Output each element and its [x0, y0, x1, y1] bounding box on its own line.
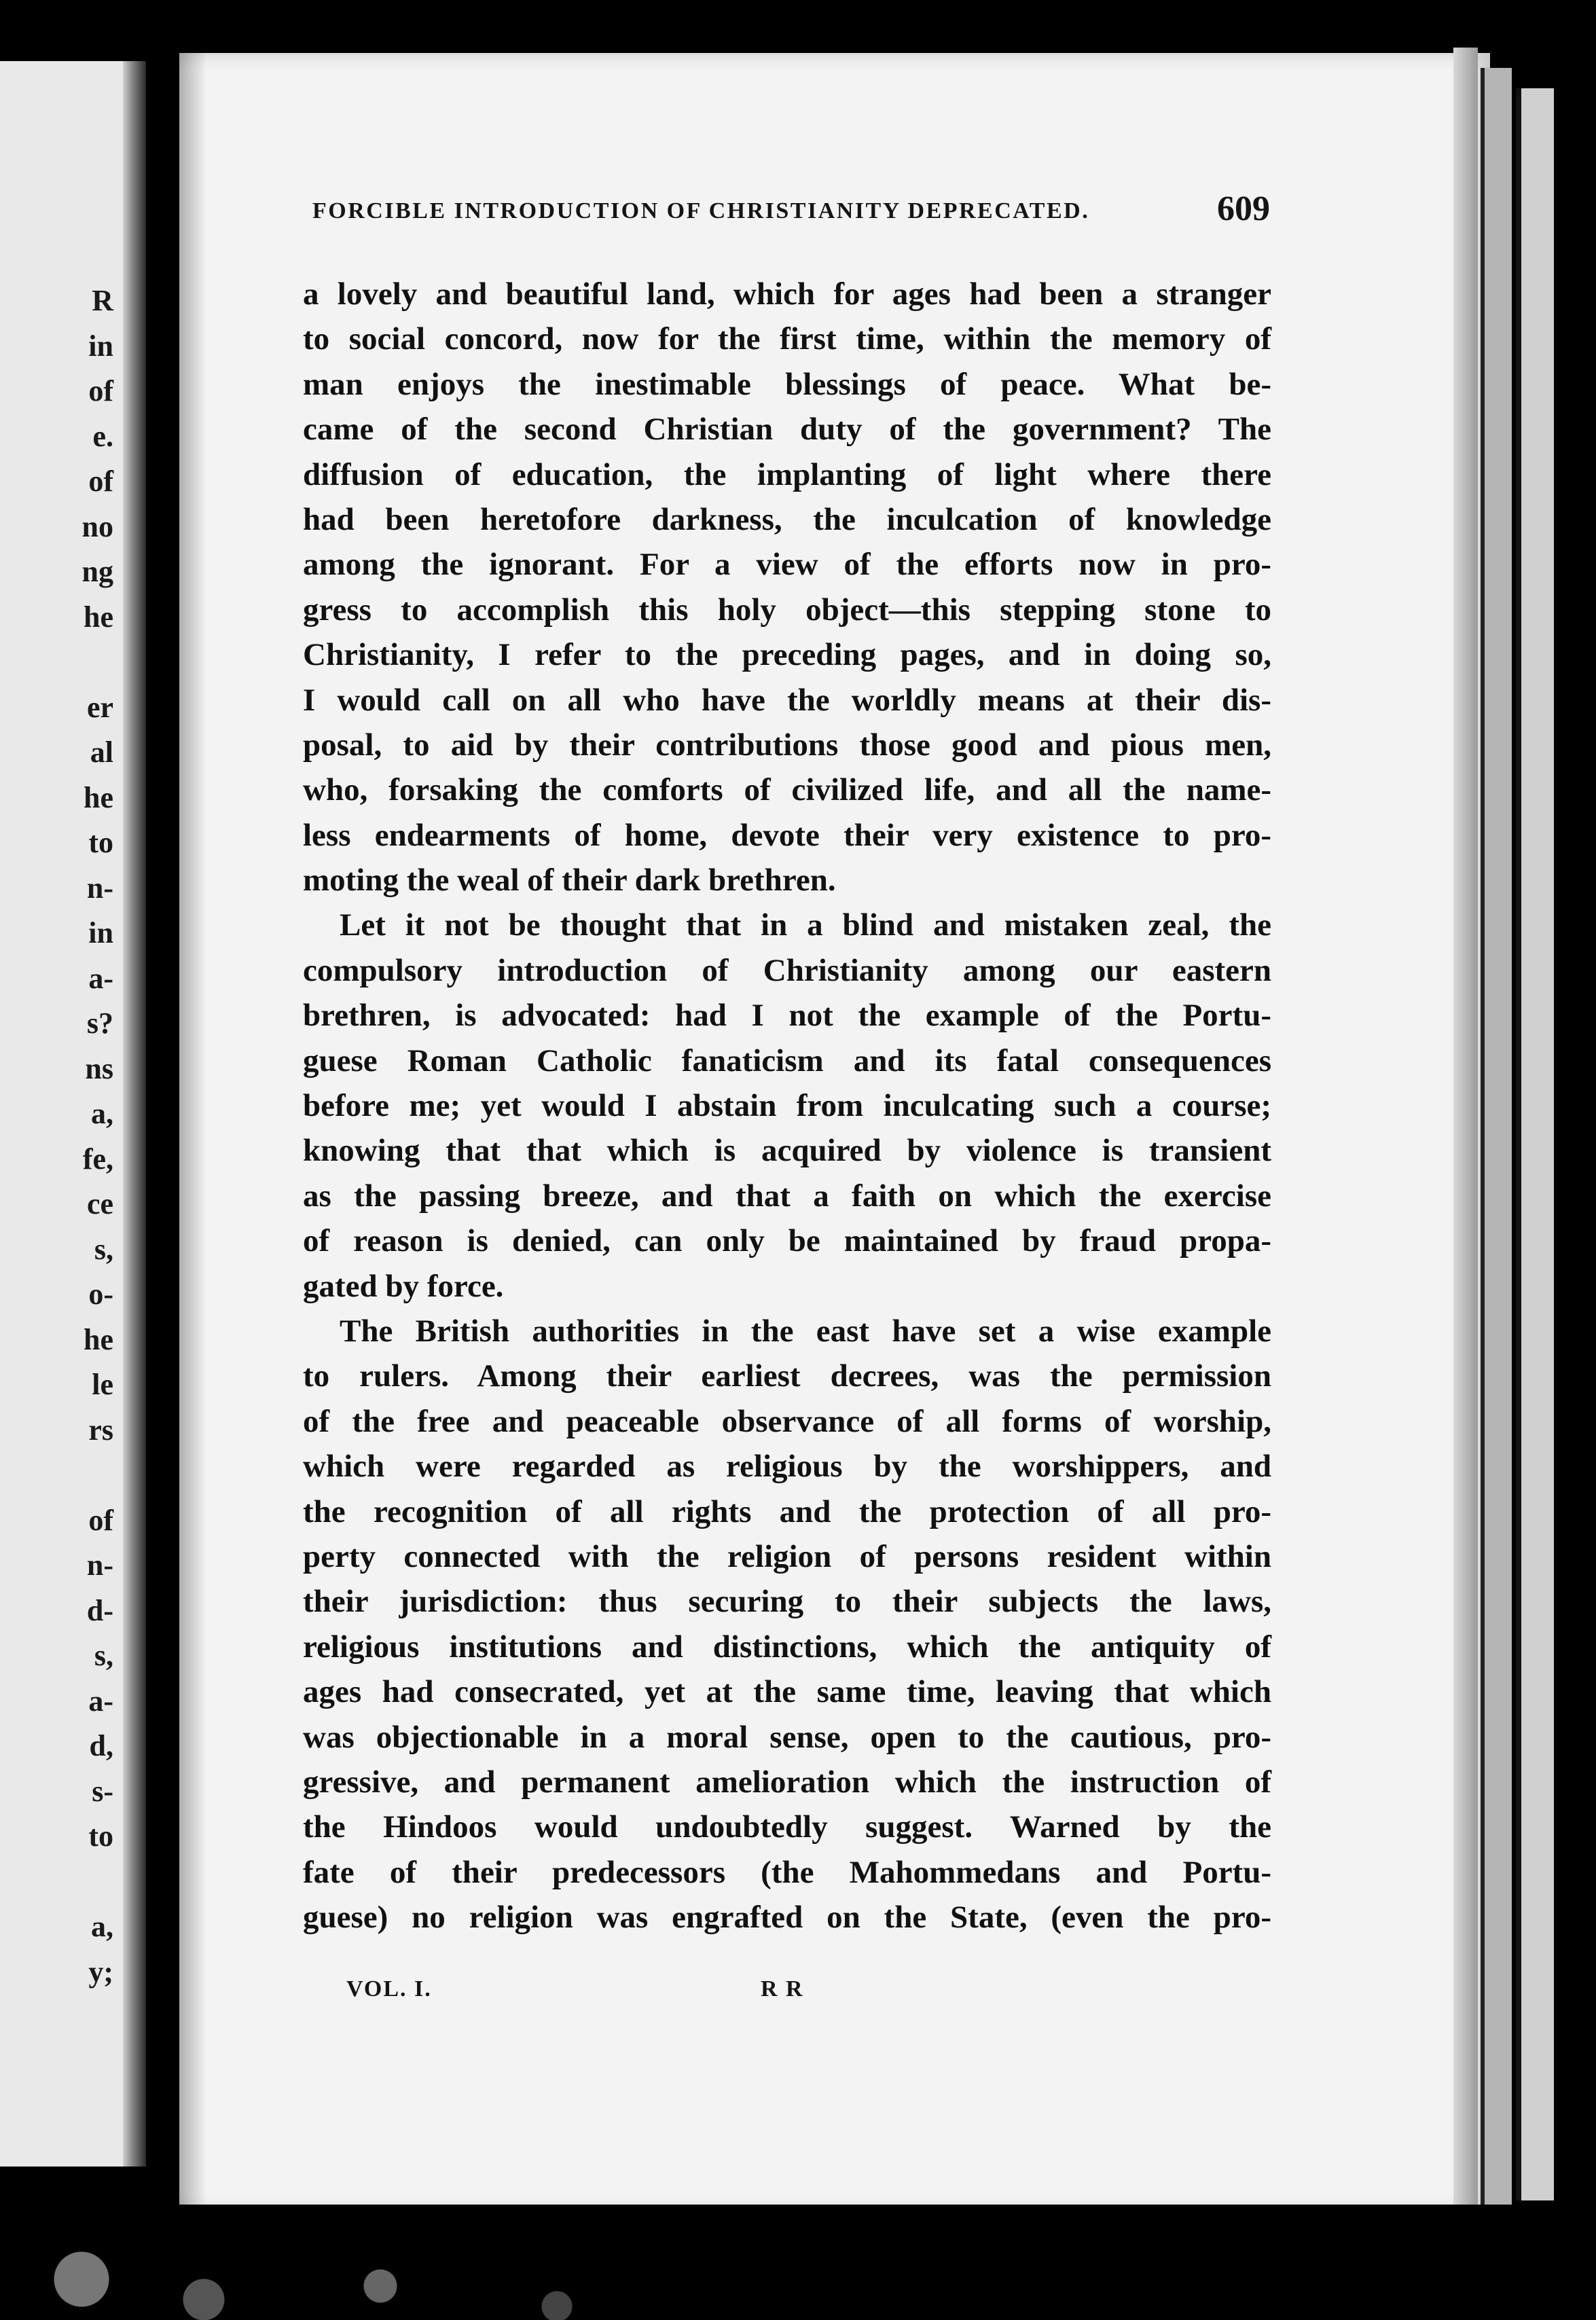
spine-shadow — [179, 53, 206, 2213]
text-line: a lovely and beautiful land, which for ages had been a stranger — [303, 276, 1271, 312]
running-header — [312, 189, 1270, 236]
text-line: ages had consecrated, yet at the same time, leaving that which — [303, 1674, 1271, 1710]
left-page-fragment: he — [84, 600, 113, 634]
text-line: diffusion of education, the implanting of light where there — [303, 456, 1271, 492]
text-line: as the passing breeze, and that a faith on which the exercise — [303, 1178, 1271, 1214]
left-page-fragment: le — [92, 1368, 113, 1401]
text-line: Christianity, I refer to the preceding pages, and in doing so, — [303, 637, 1271, 673]
text-line: among the ignorant. For a view of the efforts now in pro- — [303, 547, 1271, 583]
text-line: less endearments of home, devote their very existence to pro- — [303, 817, 1271, 853]
left-page-fragment: ng — [81, 555, 113, 588]
page-edge — [1453, 48, 1478, 2234]
text-line: the recognition of all rights and the protection of all pro- — [303, 1493, 1271, 1529]
left-page-gutter — [123, 61, 146, 2167]
text-line: came of the second Christian duty of the government? The — [303, 412, 1271, 448]
left-page-fragment: of — [88, 1503, 113, 1537]
text-line: to social concord, now for the first time, within the memory of — [303, 321, 1271, 357]
text-line: gress to accomplish this holy object—this stepping stone to — [303, 592, 1271, 628]
left-page-fragment: a- — [88, 961, 113, 995]
left-page-fragment: o- — [88, 1277, 113, 1311]
left-page-fragment: fe, — [82, 1142, 113, 1176]
text-line: to rulers. Among their earliest decrees, was the permission — [303, 1358, 1271, 1394]
text-line: of the free and peaceable observance of all forms of worship, — [303, 1403, 1271, 1439]
left-page-fragment: s, — [94, 1232, 113, 1266]
book-cover-edge — [1516, 88, 1554, 2200]
text-line: their jurisdiction: thus securing to their subjects the laws, — [303, 1584, 1271, 1620]
left-page-fragment: er — [86, 690, 113, 724]
text-line: perty connected with the religion of persons resident within — [303, 1538, 1271, 1574]
text-line: man enjoys the inestimable blessings of peace. What be- — [303, 366, 1271, 402]
left-page-fragment — [12, 1860, 113, 1905]
text-line: compulsory introduction of Christianity among our eastern — [303, 952, 1271, 988]
left-page-fragment: R — [92, 284, 113, 317]
text-line: religious institutions and distinctions, which the antiquity of — [303, 1629, 1271, 1665]
left-page-fragment: a, — [91, 1097, 113, 1130]
text-line: Let it not be thought that in a blind and mistaken zeal, the — [340, 907, 1271, 943]
signature-mark: R R — [761, 1976, 804, 2001]
left-page-fragment: of — [88, 374, 113, 407]
left-page-fragment: n- — [86, 1548, 113, 1582]
paragraph — [303, 272, 1271, 903]
left-page-fragment: s, — [94, 1639, 113, 1672]
text-line: I would call on all who have the worldly means at their dis- — [303, 682, 1271, 718]
text-line: guese) no religion was engrafted on the State, (even the pro- — [303, 1900, 1271, 1936]
text-line: knowing that that which is acquired by violence is transient — [303, 1133, 1271, 1169]
left-page-fragment: he — [84, 1322, 113, 1356]
text-line: gated by force. — [303, 1268, 504, 1304]
text-line: brethren, is advocated: had I not the example of the Portu- — [303, 998, 1271, 1034]
text-line: before me; yet would I abstain from inculcating such a course; — [303, 1088, 1271, 1124]
left-page-fragment: d, — [89, 1729, 113, 1762]
text-line: who, forsaking the comforts of civilized life, and all the name- — [303, 772, 1271, 808]
left-page-fragment: a, — [91, 1910, 113, 1943]
text-line: fate of their predecessors (the Mahommedans and Portu- — [303, 1854, 1271, 1890]
text-line: had been heretofore darkness, the inculcation of knowledge — [303, 501, 1271, 537]
left-page-fragment: of — [88, 465, 113, 498]
left-page-fragment: n- — [86, 871, 113, 905]
left-page-fragment: e. — [92, 419, 113, 453]
left-page-fragment: d- — [86, 1593, 113, 1627]
body-text — [303, 272, 1271, 1940]
page-footer — [346, 1976, 822, 2017]
left-page-fragment — [12, 640, 113, 685]
text-line: gressive, and permanent amelioration which the instruction of — [303, 1764, 1271, 1800]
text-line: moting the weal of their dark brethren. — [303, 863, 836, 899]
left-page-fragment: to — [88, 1819, 113, 1853]
left-page-fragment: he — [84, 780, 113, 814]
left-page-fragment: s- — [92, 1774, 113, 1808]
left-page-fragment: al — [90, 736, 113, 769]
text-line: posal, to aid by their contributions those good and pious men, — [303, 727, 1271, 763]
text-line: the Hindoos would undoubtedly suggest. Warned by the — [303, 1809, 1271, 1845]
paragraph — [303, 903, 1271, 1309]
left-facing-page — [0, 61, 146, 2167]
scan-background — [0, 2205, 1596, 2320]
left-page-fragment: no — [81, 509, 113, 543]
left-page-fragment — [12, 1453, 113, 1498]
volume-label: VOL. I. — [346, 1976, 432, 2001]
left-page-fragment: to — [88, 826, 113, 859]
text-line: of reason is denied, can only be maintained by fraud propa- — [303, 1223, 1271, 1259]
left-page-fragment: ns — [85, 1051, 113, 1085]
paragraph — [303, 1309, 1271, 1940]
page-edge — [1481, 68, 1512, 2221]
left-page-fragment: y; — [88, 1955, 113, 1989]
text-line: The British authorities in the east have set a wise example — [340, 1313, 1271, 1349]
left-page-fragment: ce — [86, 1187, 113, 1220]
left-page-fragment: in — [88, 329, 113, 363]
page-number: 609 — [1217, 189, 1270, 228]
text-line: guese Roman Catholic fanaticism and its fatal consequences — [303, 1043, 1271, 1079]
left-page-text-fragments — [12, 278, 113, 1995]
text-line: which were regarded as religious by the worshippers, and — [303, 1449, 1271, 1485]
left-page-fragment: in — [88, 916, 113, 949]
left-page-fragment: a- — [88, 1684, 113, 1718]
running-title: FORCIBLE INTRODUCTION OF CHRISTIANITY DEPRECATED. — [312, 198, 1090, 223]
left-page-fragment: rs — [88, 1413, 113, 1447]
left-page-fragment: s? — [86, 1007, 113, 1040]
text-line: was objectionable in a moral sense, open to the cautious, pro- — [303, 1719, 1271, 1755]
